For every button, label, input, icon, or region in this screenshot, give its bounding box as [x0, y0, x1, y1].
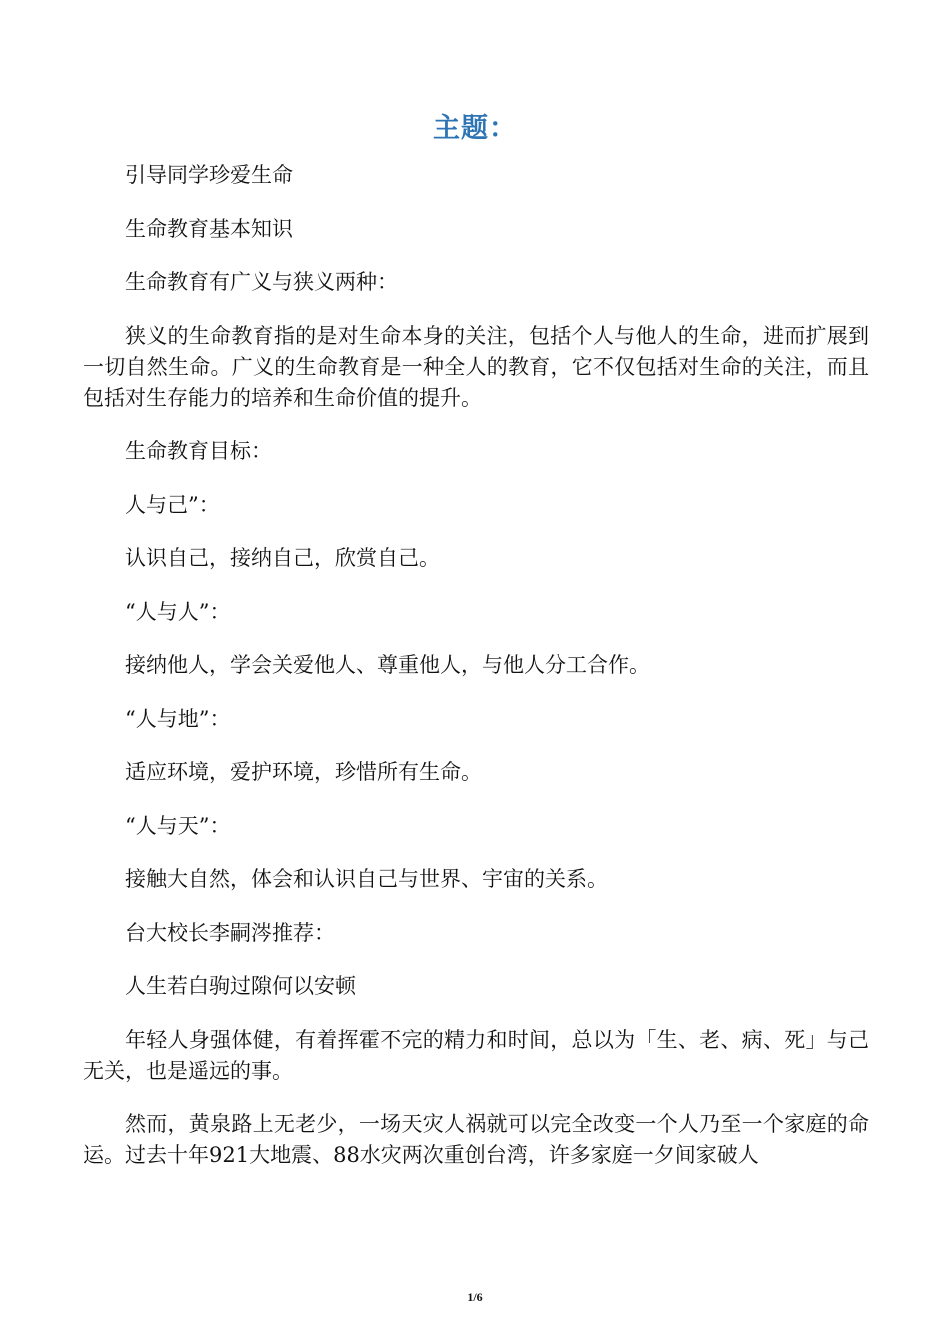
paragraph: 人与己”：	[125, 492, 220, 517]
paragraph: “人与天”：	[125, 813, 231, 838]
paragraph: 生命教育有广义与狭义两种：	[125, 270, 398, 294]
paragraph: 人生若白驹过隙何以安顿	[125, 974, 356, 998]
paragraph: 然而，黄泉路上无老少，一场天灾人祸就可以完全改变一个人乃至一个家庭的命运。过去十年921大地震、88水灾两次重创台湾，许多家庭一夕间家破人	[83, 1112, 869, 1167]
paragraph: 引导同学珍爱生命	[125, 163, 293, 187]
paragraph: 接纳他人，学会关爱他人、尊重他人，与他人分工合作。	[125, 653, 650, 677]
paragraph: 台大校长李嗣涔推荐：	[125, 920, 335, 945]
paragraph: 接触大自然，体会和认识自己与世界、宇宙的关系。	[125, 867, 608, 891]
document-body	[83, 160, 869, 1194]
paragraph: 生命教育基本知识	[125, 216, 293, 241]
paragraph: 认识自己，接纳自己，欣赏自己。	[125, 546, 440, 570]
paragraph: 年轻人身强体健，有着挥霍不完的精力和时间，总以为「生、老、病、死」与己无关，也是遥远的事。	[83, 1027, 869, 1083]
document-title: 主题：	[433, 113, 517, 144]
paragraph: 生命教育目标：	[125, 439, 272, 463]
paragraph: “人与人”：	[125, 599, 231, 624]
paragraph: “人与地”：	[125, 706, 231, 731]
page-number: 1/6	[467, 1290, 483, 1304]
paragraph: 狭义的生命教育指的是对生命本身的关注，包括个人与他人的生命，进而扩展到一切自然生命。广义的生命教育是一种全人的教育，它不仅包括对生命的关注，而且包括对生存能力的培养和生命价值的提升。	[83, 323, 869, 410]
paragraph: 适应环境，爱护环境，珍惜所有生命。	[125, 760, 482, 784]
